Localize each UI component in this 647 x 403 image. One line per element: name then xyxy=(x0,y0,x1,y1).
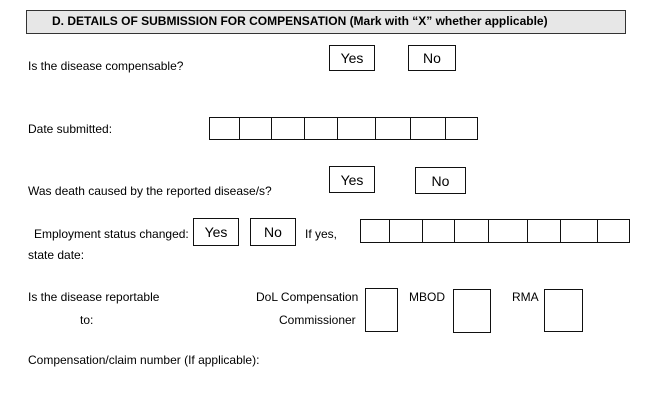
death-no-box[interactable]: No xyxy=(415,167,466,194)
date-cell[interactable] xyxy=(528,220,561,242)
date-cell[interactable] xyxy=(376,118,411,139)
date-cell[interactable] xyxy=(338,118,376,139)
date-cell[interactable] xyxy=(240,118,272,139)
date-submitted-label: Date submitted: xyxy=(28,122,113,136)
date-submitted-field[interactable] xyxy=(209,117,478,140)
claim-number-label: Compensation/claim number (If applicable): xyxy=(28,353,260,367)
date-cell[interactable] xyxy=(561,220,598,242)
dol-checkbox[interactable] xyxy=(365,288,398,332)
section-title: D. DETAILS OF SUBMISSION FOR COMPENSATION (Mark with “X” whether applicable) xyxy=(52,14,548,28)
employment-date-field[interactable] xyxy=(360,219,630,243)
rma-checkbox[interactable] xyxy=(544,289,583,332)
rma-label: RMA xyxy=(512,290,539,304)
date-cell[interactable] xyxy=(272,118,305,139)
date-cell[interactable] xyxy=(598,220,629,242)
date-cell[interactable] xyxy=(361,220,390,242)
state-date-label: state date: xyxy=(28,248,85,262)
date-cell[interactable] xyxy=(423,220,455,242)
employment-yes-box[interactable]: Yes xyxy=(193,218,239,246)
employment-label: Employment status changed: xyxy=(34,227,189,241)
date-cell[interactable] xyxy=(489,220,528,242)
dol-label-line1: DoL Compensation xyxy=(256,290,359,304)
employment-no-box[interactable]: No xyxy=(250,218,296,246)
if-yes-label: If yes, xyxy=(305,227,338,241)
reportable-label-line2: to: xyxy=(80,313,94,327)
compensable-no-box[interactable]: No xyxy=(408,45,456,71)
date-cell[interactable] xyxy=(305,118,338,139)
dol-label-line2: Commissioner xyxy=(279,313,356,327)
date-cell[interactable] xyxy=(390,220,423,242)
date-cell[interactable] xyxy=(210,118,240,139)
compensable-label: Is the disease compensable? xyxy=(28,59,184,73)
mbod-checkbox[interactable] xyxy=(453,289,491,333)
date-cell[interactable] xyxy=(411,118,446,139)
date-cell[interactable] xyxy=(446,118,477,139)
reportable-label-line1: Is the disease reportable xyxy=(28,290,160,304)
mbod-label: MBOD xyxy=(409,290,445,304)
death-caused-label: Was death caused by the reported disease/s? xyxy=(28,184,272,198)
date-cell[interactable] xyxy=(455,220,489,242)
compensable-yes-box[interactable]: Yes xyxy=(329,45,375,71)
death-yes-box[interactable]: Yes xyxy=(329,166,375,193)
